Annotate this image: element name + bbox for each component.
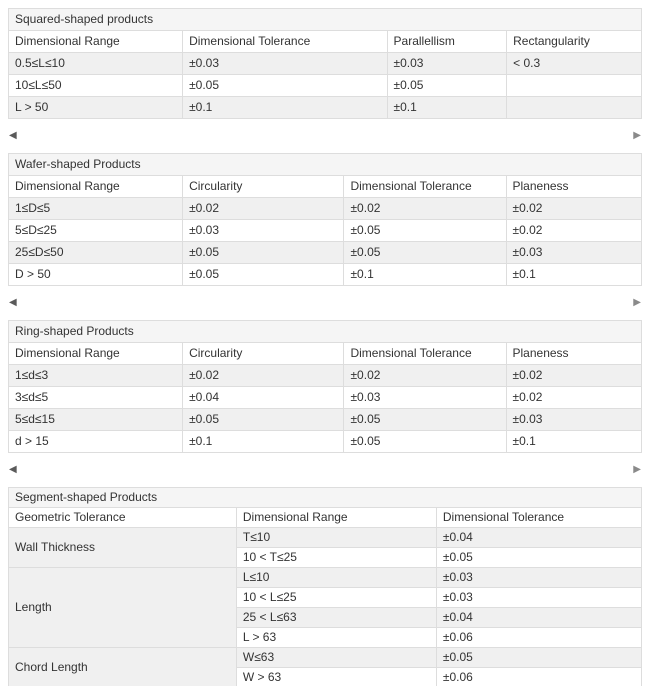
- column-header: Dimensional Tolerance: [344, 343, 506, 365]
- table-cell: ±0.02: [506, 198, 641, 220]
- scroll-left-icon[interactable]: ◀: [9, 297, 17, 308]
- column-header: Planeness: [506, 176, 641, 198]
- table-cell: 1≤d≤3: [9, 365, 183, 387]
- table-title: Squared-shaped products: [9, 9, 642, 31]
- column-header: Dimensional Tolerance: [436, 508, 641, 528]
- table-title-row: [9, 9, 642, 31]
- table-cell: ±0.02: [506, 220, 641, 242]
- table-row: [9, 198, 642, 220]
- table-cell: ±0.03: [436, 568, 641, 588]
- scroll-right-icon[interactable]: ▶: [633, 297, 641, 308]
- column-header: Dimensional Range: [236, 508, 436, 528]
- scroll-right-icon[interactable]: ▶: [633, 464, 641, 475]
- table-cell: ±0.05: [436, 648, 641, 668]
- table-row: [9, 220, 642, 242]
- scroll-arrows: [9, 294, 641, 312]
- table-cell: ±0.03: [183, 53, 387, 75]
- table-cell: d > 15: [9, 431, 183, 453]
- table-cell: ±0.02: [183, 365, 344, 387]
- table-cell: L > 63: [236, 628, 436, 648]
- table-cell: ±0.02: [506, 365, 641, 387]
- table-cell: 25≤D≤50: [9, 242, 183, 264]
- table-row: [9, 264, 642, 286]
- table-row: [9, 648, 642, 668]
- ring-products-table: [8, 320, 642, 453]
- table-cell: 5≤d≤15: [9, 409, 183, 431]
- table-row: [9, 387, 642, 409]
- table-cell: ±0.05: [344, 242, 506, 264]
- column-header: Dimensional Range: [9, 31, 183, 53]
- table-cell: ±0.03: [506, 242, 641, 264]
- table-cell: ±0.06: [436, 668, 641, 686]
- table-row: [9, 568, 642, 588]
- scroll-right-icon[interactable]: ▶: [633, 130, 641, 141]
- table-cell: ±0.05: [436, 548, 641, 568]
- table-cell: ±0.1: [344, 264, 506, 286]
- table-cell: 10 < L≤25: [236, 588, 436, 608]
- table-cell: ±0.04: [436, 528, 641, 548]
- table-cell: 5≤D≤25: [9, 220, 183, 242]
- table-cell: ±0.03: [344, 387, 506, 409]
- table-cell: W > 63: [236, 668, 436, 686]
- table-cell: ±0.05: [387, 75, 507, 97]
- table-cell: ±0.05: [344, 431, 506, 453]
- scroll-left-icon[interactable]: ◀: [9, 464, 17, 475]
- table-title-row: [9, 488, 642, 508]
- column-header: Dimensional Tolerance: [344, 176, 506, 198]
- column-header: Dimensional Range: [9, 176, 183, 198]
- table-cell: T≤10: [236, 528, 436, 548]
- table-row: [9, 75, 642, 97]
- table-cell: ±0.1: [387, 97, 507, 119]
- table-cell: ±0.04: [436, 608, 641, 628]
- group-label-cell: Length: [9, 568, 237, 648]
- table-header-row: [9, 176, 642, 198]
- table-cell: ±0.03: [436, 588, 641, 608]
- table-row: [9, 431, 642, 453]
- table-cell: ±0.02: [506, 387, 641, 409]
- table-title: Segment-shaped Products: [9, 488, 642, 508]
- column-header: Geometric Tolerance: [9, 508, 237, 528]
- table-cell: ±0.1: [506, 264, 641, 286]
- segment-products-table: [8, 487, 642, 686]
- table-cell: L≤10: [236, 568, 436, 588]
- table-row: [9, 528, 642, 548]
- table-cell: [507, 75, 642, 97]
- table-cell: 10≤L≤50: [9, 75, 183, 97]
- table-cell: ±0.05: [183, 75, 387, 97]
- table-cell: ±0.1: [183, 431, 344, 453]
- table-row: [9, 53, 642, 75]
- table-cell: ±0.05: [344, 409, 506, 431]
- table-cell: ±0.05: [183, 242, 344, 264]
- table-cell: 25 < L≤63: [236, 608, 436, 628]
- column-header: Dimensional Tolerance: [183, 31, 387, 53]
- table-cell: ±0.03: [183, 220, 344, 242]
- table-header-row: [9, 31, 642, 53]
- table-row: [9, 409, 642, 431]
- column-header: Rectangularity: [507, 31, 642, 53]
- column-header: Parallellism: [387, 31, 507, 53]
- table-cell: L > 50: [9, 97, 183, 119]
- table-header-row: [9, 508, 642, 528]
- table-row: [9, 97, 642, 119]
- wafer-products-table: [8, 153, 642, 286]
- table-row: [9, 242, 642, 264]
- table-title: Wafer-shaped Products: [9, 154, 642, 176]
- table-cell: D > 50: [9, 264, 183, 286]
- table-cell: ±0.1: [506, 431, 641, 453]
- table-cell: W≤63: [236, 648, 436, 668]
- group-label-cell: Chord Length: [9, 648, 237, 686]
- table-row: [9, 365, 642, 387]
- group-label-cell: Wall Thickness: [9, 528, 237, 568]
- table-title: Ring-shaped Products: [9, 321, 642, 343]
- table-cell: ±0.02: [344, 365, 506, 387]
- table-cell: < 0.3: [507, 53, 642, 75]
- table-cell: ±0.05: [183, 264, 344, 286]
- table-title-row: [9, 321, 642, 343]
- table-cell: ±0.02: [183, 198, 344, 220]
- column-header: Circularity: [183, 343, 344, 365]
- table-cell: 3≤d≤5: [9, 387, 183, 409]
- table-title-row: [9, 154, 642, 176]
- table-header-row: [9, 343, 642, 365]
- scroll-arrows: [9, 461, 641, 479]
- table-cell: ±0.1: [183, 97, 387, 119]
- table-cell: ±0.02: [344, 198, 506, 220]
- table-cell: ±0.03: [387, 53, 507, 75]
- column-header: Planeness: [506, 343, 641, 365]
- table-cell: ±0.05: [344, 220, 506, 242]
- column-header: Dimensional Range: [9, 343, 183, 365]
- table-cell: ±0.03: [506, 409, 641, 431]
- table-cell: [507, 97, 642, 119]
- squared-products-table: [8, 8, 642, 119]
- table-cell: 1≤D≤5: [9, 198, 183, 220]
- scroll-arrows: [9, 127, 641, 145]
- table-cell: ±0.06: [436, 628, 641, 648]
- scroll-left-icon[interactable]: ◀: [9, 130, 17, 141]
- table-cell: 0.5≤L≤10: [9, 53, 183, 75]
- table-cell: 10 < T≤25: [236, 548, 436, 568]
- column-header: Circularity: [183, 176, 344, 198]
- table-cell: ±0.05: [183, 409, 344, 431]
- table-cell: ±0.04: [183, 387, 344, 409]
